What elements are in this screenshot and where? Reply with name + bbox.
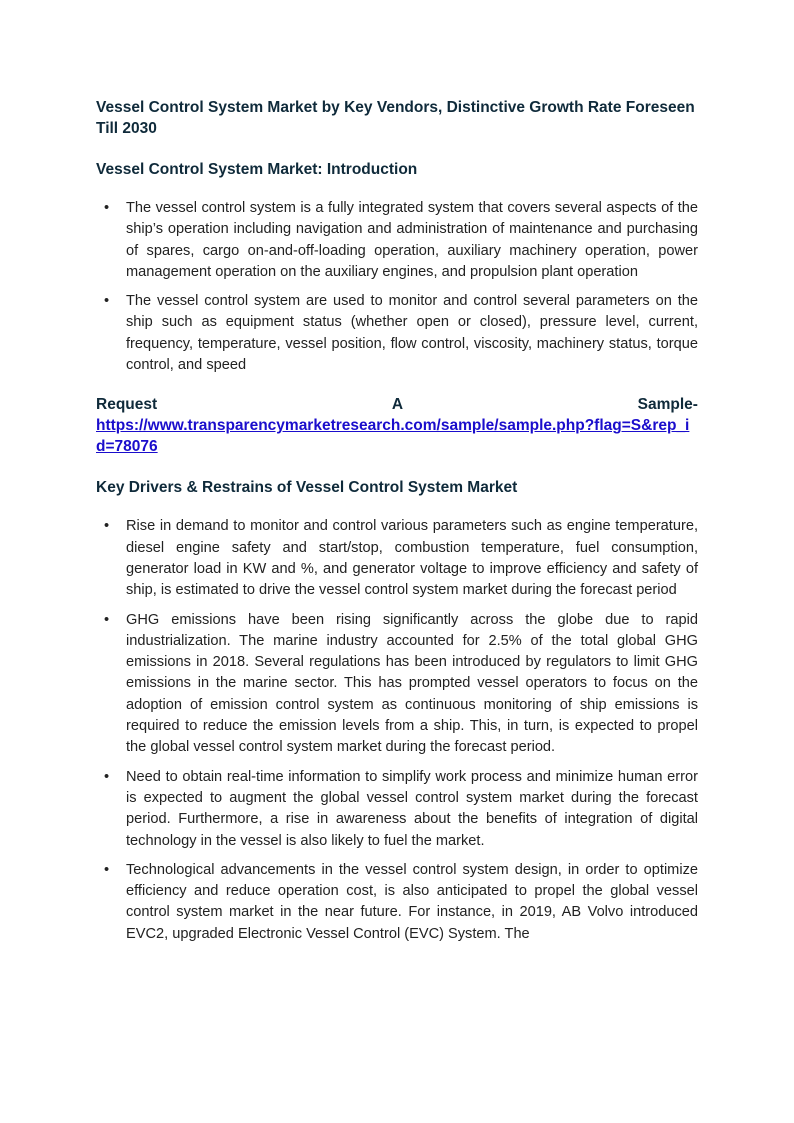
request-sample [96, 394, 698, 457]
intro-list [96, 198, 698, 376]
intro-heading: Vessel Control System Market: Introduction [96, 161, 418, 178]
drivers-list [96, 516, 698, 945]
request-word: Request [96, 396, 158, 414]
list-item: • The vessel control system is a fully integrated system that covers several aspects of the ship’s operation including navigation and administration of maintenance and purchasing of spares, cargo on-and-off-loading operation, auxiliary machinery operation, power management operation on the auxiliary engines, and propulsion plant operation [96, 198, 698, 283]
list-item: • Technological advancements in the vessel control system design, in order to optimize efficiency and reduce operation cost, is also anticipated to propel the global vessel control system market in the near future. For instance, in 2019, AB Volvo introduced EVC2, upgraded Electronic Vessel Control (EVC) System. The [96, 860, 698, 945]
request-word: A [391, 396, 404, 414]
document-page [96, 97, 698, 963]
list-item: • Need to obtain real-time information to simplify work process and minimize human error is expected to augment the global vessel control system market during the forecast period. Furthermore, a rise in awareness about the benefits of integration of digital technology in the vessel is also likely to fuel the market. [96, 767, 698, 852]
document-title: Vessel Control System Market by Key Vendors, Distinctive Growth Rate Foreseen Till 2030 [96, 99, 695, 137]
request-word: Sample- [637, 396, 698, 414]
list-item: • Rise in demand to monitor and control various parameters such as engine temperature, diesel engine safety and start/stop, combustion temperature, fuel consumption, generator load in KW and %, and generator voltage to improve efficiency and safety of ship, is estimated to drive the vessel control system market during the forecast period [96, 516, 698, 601]
list-item: • The vessel control system are used to monitor and control several parameters on the ship such as equipment status (whether open or closed), pressure level, current, frequency, temperature, vessel position, flow control, viscosity, machinery status, torque control, and speed [96, 291, 698, 376]
list-item: • GHG emissions have been rising significantly across the globe due to rapid industrialization. The marine industry accounted for 2.5% of the total global GHG emissions in 2018. Several regulations has been introduced by regulators to limit GHG emissions in the marine sector. This has prompted vessel operators to focus on the adoption of emission control system as continuous monitoring of ship emissions is required to reduce the emission levels from a ship. This, in turn, is expected to propel the global vessel control system market during the forecast period. [96, 610, 698, 759]
sample-link[interactable]: https://www.transparencymarketresearch.com/sample/sample.php?flag=S&rep_id=78076 [96, 417, 690, 456]
drivers-heading: Key Drivers & Restrains of Vessel Control System Market [96, 479, 518, 497]
